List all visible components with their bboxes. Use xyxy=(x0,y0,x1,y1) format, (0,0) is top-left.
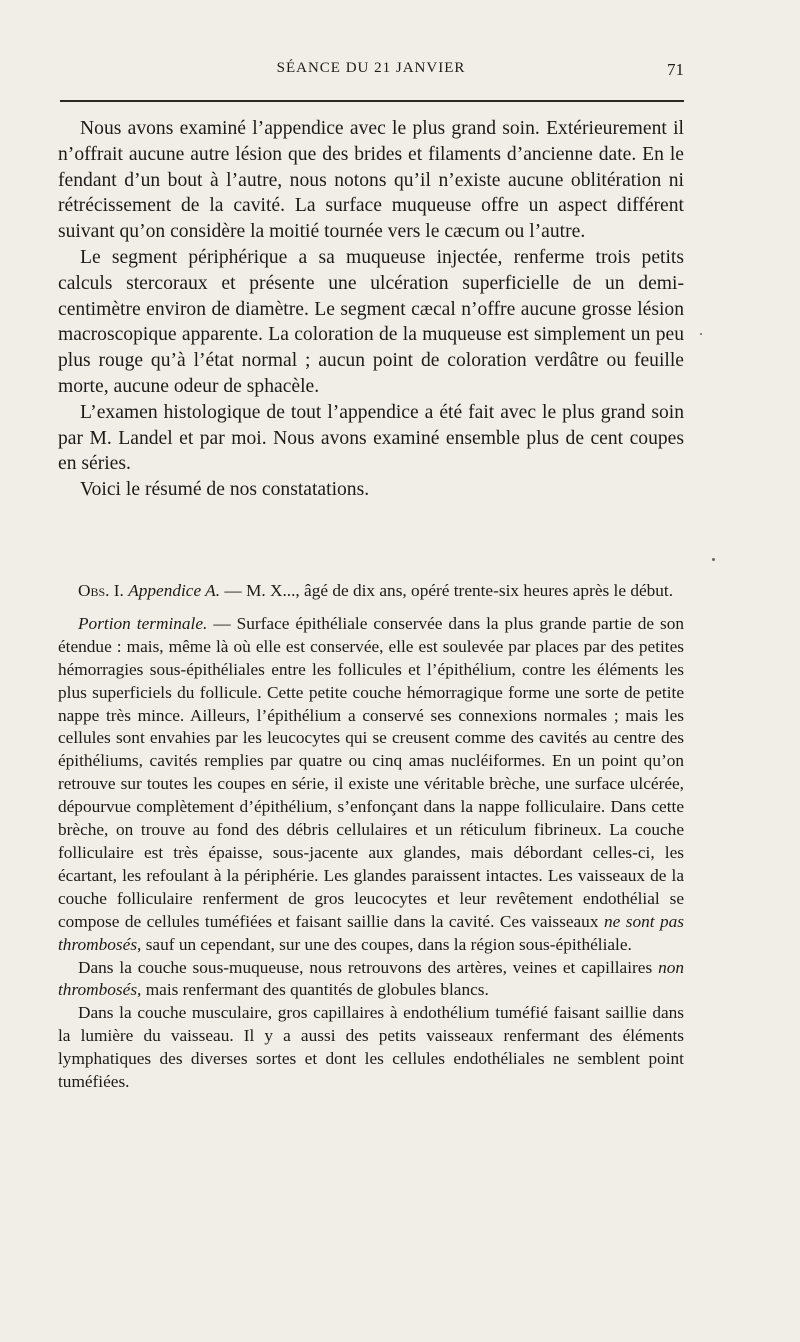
sous-muqueuse-emphasis: non thrombosés, xyxy=(58,957,684,1000)
musculaire-paragraph: Dans la couche musculaire, gros capillaires à endothélium tuméfié faisant saillie dans la lumière du vaisseau. Il y a aussi des petits vaisseaux renfermant des éléments lymphatiques des diverses sortes et dont les cellules endothéliales ne semblent point tuméfiées. xyxy=(58,1003,684,1092)
page-header xyxy=(58,60,684,90)
page-number: 71 xyxy=(667,60,684,79)
header-rule xyxy=(60,100,684,102)
observation-label: Obs. I. xyxy=(78,581,124,600)
portion-terminale-emphasis: ne sont pas thrombosés, xyxy=(58,911,684,954)
portion-terminale-heading: Portion terminale. xyxy=(78,613,208,633)
main-text xyxy=(58,116,684,503)
paper-speck xyxy=(712,558,715,561)
observation-text: — M. X..., âgé de dix ans, opéré trente-six heures après le début. xyxy=(224,581,674,600)
observation-block xyxy=(58,580,684,1094)
sous-muqueuse-paragraph xyxy=(58,957,684,1003)
sous-muqueuse-text: Dans la couche sous-muqueuse, nous retrouvons des artères, veines et capillaires xyxy=(78,957,653,977)
running-head: SÉANCE DU 21 JANVIER xyxy=(276,60,466,76)
portion-terminale-paragraph xyxy=(58,613,684,957)
observation-heading xyxy=(58,580,684,603)
paragraph: L’examen histologique de tout l’appendice a été fait avec le plus grand soin par M. Landel et par moi. Nous avons examiné ensemble plus de cent coupes en séries. xyxy=(58,401,684,475)
paragraph: Nous avons examiné l’appendice avec le plus grand soin. Extérieurement il n’offrait aucune autre lésion que des brides et filaments d’ancienne date. En le fendant d’un bout à l’autre, nous notons qu’il n’existe aucune oblitération ni rétrécissement de la cavité. La surface muqueuse offre un aspect différent suivant qu’on considère la moitié tournée vers le cæcum ou l’autre. xyxy=(58,118,684,243)
paragraph: Le segment périphérique a sa muqueuse injectée, renferme trois petits calculs stercoraux et présente une ulcération superficielle de un demi-centimètre environ de diamètre. Le segment cæcal n’offre aucune grosse lésion macroscopique apparente. La coloration de la muqueuse est simplement un peu plus rouge qu’à l’état normal ; aucun point de coloration verdâtre ou feuille morte, aucune odeur de sphacèle. xyxy=(58,246,684,397)
sous-muqueuse-text-end: mais renfermant des quantités de globules blancs. xyxy=(145,980,489,1000)
paragraph: Voici le résumé de nos constatations. xyxy=(80,479,370,501)
portion-terminale-text-end: sauf un cependant, sur une des coupes, dans la région sous-épithéliale. xyxy=(145,934,632,954)
paper-speck xyxy=(700,333,702,335)
observation-title: Appendice A. xyxy=(128,581,221,600)
portion-terminale-text: — Surface épithéliale conservée dans la plus grande partie de son étendue : mais, même là où elle est conservée, elle est soulevée par places par des petites hémorragies sous-épithéliales entre les follicules et l’épithélium, contre les éléments les plus superficiels du follicule. Cette petite couche hémorragique forme une sorte de petite nappe très mince. Ailleurs, l’épithélium a conservé ses connexions normales ; mais les cellules sont envahies par les leucocytes qui se creusent comme des cavités au centre des épithéliums, cavités remplies par quatre ou cinq amas nucléiformes. En un point qu’on retrouve sur toutes les coupes en série, il existe une véritable brèche, une surface ulcérée, dépourvue complètement d’épithélium, s’enfonçant dans la nappe folliculaire. Dans cette brèche, on trouve au fond des débris cellulaires et un réticulum fibrineux. La couche folliculaire est très épaisse, sous-jacente aux glandes, mais débordant celles-ci, les écartant, les refoulant à la périphérie. Les glandes paraissent intactes. Les vaisseaux de la couche folliculaire renferment de gros leucocytes et leur revêtement endothélial se compose de cellules tuméfiées et faisant saillie dans la cavité. Ces vaisseaux xyxy=(58,613,685,931)
